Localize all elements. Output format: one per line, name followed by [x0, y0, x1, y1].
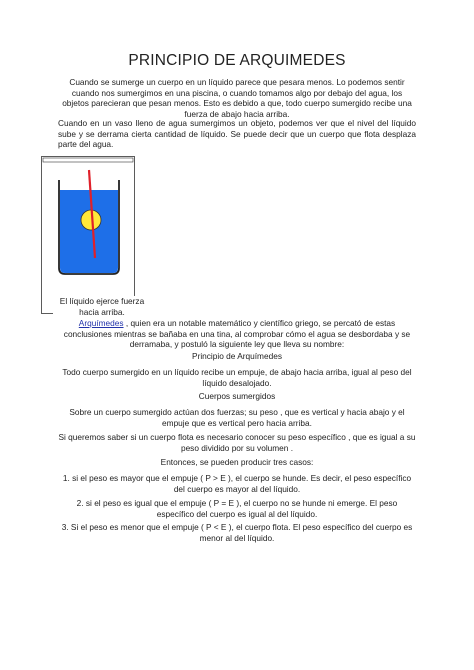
case-item: 1. si el peso es mayor que el empuje ( P > E ), el cuerpo se hunde. Es decir, el peso específico del cuerpo es mayor al del líquido. — [62, 473, 412, 494]
cases-intro: Entonces, se pueden producir tres casos: — [160, 457, 314, 467]
arquimedes-link[interactable]: Arquímedes — [78, 318, 124, 328]
case-item: 3. Si el peso es menor que el empuje ( P < E ), el cuerpo flota. El peso específico del cuerpo es menor al del líquido. — [61, 522, 413, 543]
specific-weight-text: Si queremos saber si un cuerpo flota es necesario conocer su peso específico , que es igual a su peso dividido por su volumen . — [58, 432, 416, 453]
case-item: 2. si el peso es igual que el empuje ( P = E ), el cuerpo no se hunde ni emerge. El peso específico del cuerpo es igual al del líquido. — [76, 498, 398, 519]
vessel-paragraph: Cuando en un vaso lleno de agua sumergimos un objeto, podemos ver que el nivel del líquido sube y se derrama cierta cantidad de líquido. Se puede decir que un cuerpo que flota desplaza parte del agua. — [58, 118, 416, 150]
submerged-heading: Cuerpos sumergidos — [198, 391, 276, 401]
figure-top-bar — [43, 158, 133, 162]
figure-caption: El líquido ejerce fuerza hacia arriba. — [53, 296, 151, 317]
submerged-text: Sobre un cuerpo sumergido actúan dos fuerzas; su peso , que es vertical y hacia abajo y el empuje que es vertical pero hacia arriba. — [69, 407, 405, 428]
principle-heading: Principio de Arquímedes — [192, 351, 282, 361]
history-paragraph — [58, 318, 416, 350]
principle-text: Todo cuerpo sumergido en un líquido recibe un empuje, de abajo hacia arriba, igual al peso del líquido desalojado. — [62, 367, 412, 388]
page-title: PRINCIPIO DE ARQUIMEDES — [128, 52, 346, 69]
intro-paragraph: Cuando se sumerge un cuerpo en un líquido parece que pesara menos. Lo podemos sentir cuando nos sumergimos en una piscina, o cuando tomamos algo por debajo del agua, los objetos parecieran que pesan menos. Esto es debido a que, todo cuerpo sumergido recibe una fuerza de abajo hacia arriba. — [62, 77, 412, 119]
water — [60, 190, 118, 273]
history-text: , quien era un notable matemático y científico griego, se percató de estas conclusiones mientras se bañaba en una tina, al comprobar cómo el agua se desbordaba y se derramaba, y postuló la siguiente ley que lleva su nombre: — [63, 318, 411, 350]
archimedes-figure — [41, 156, 135, 314]
